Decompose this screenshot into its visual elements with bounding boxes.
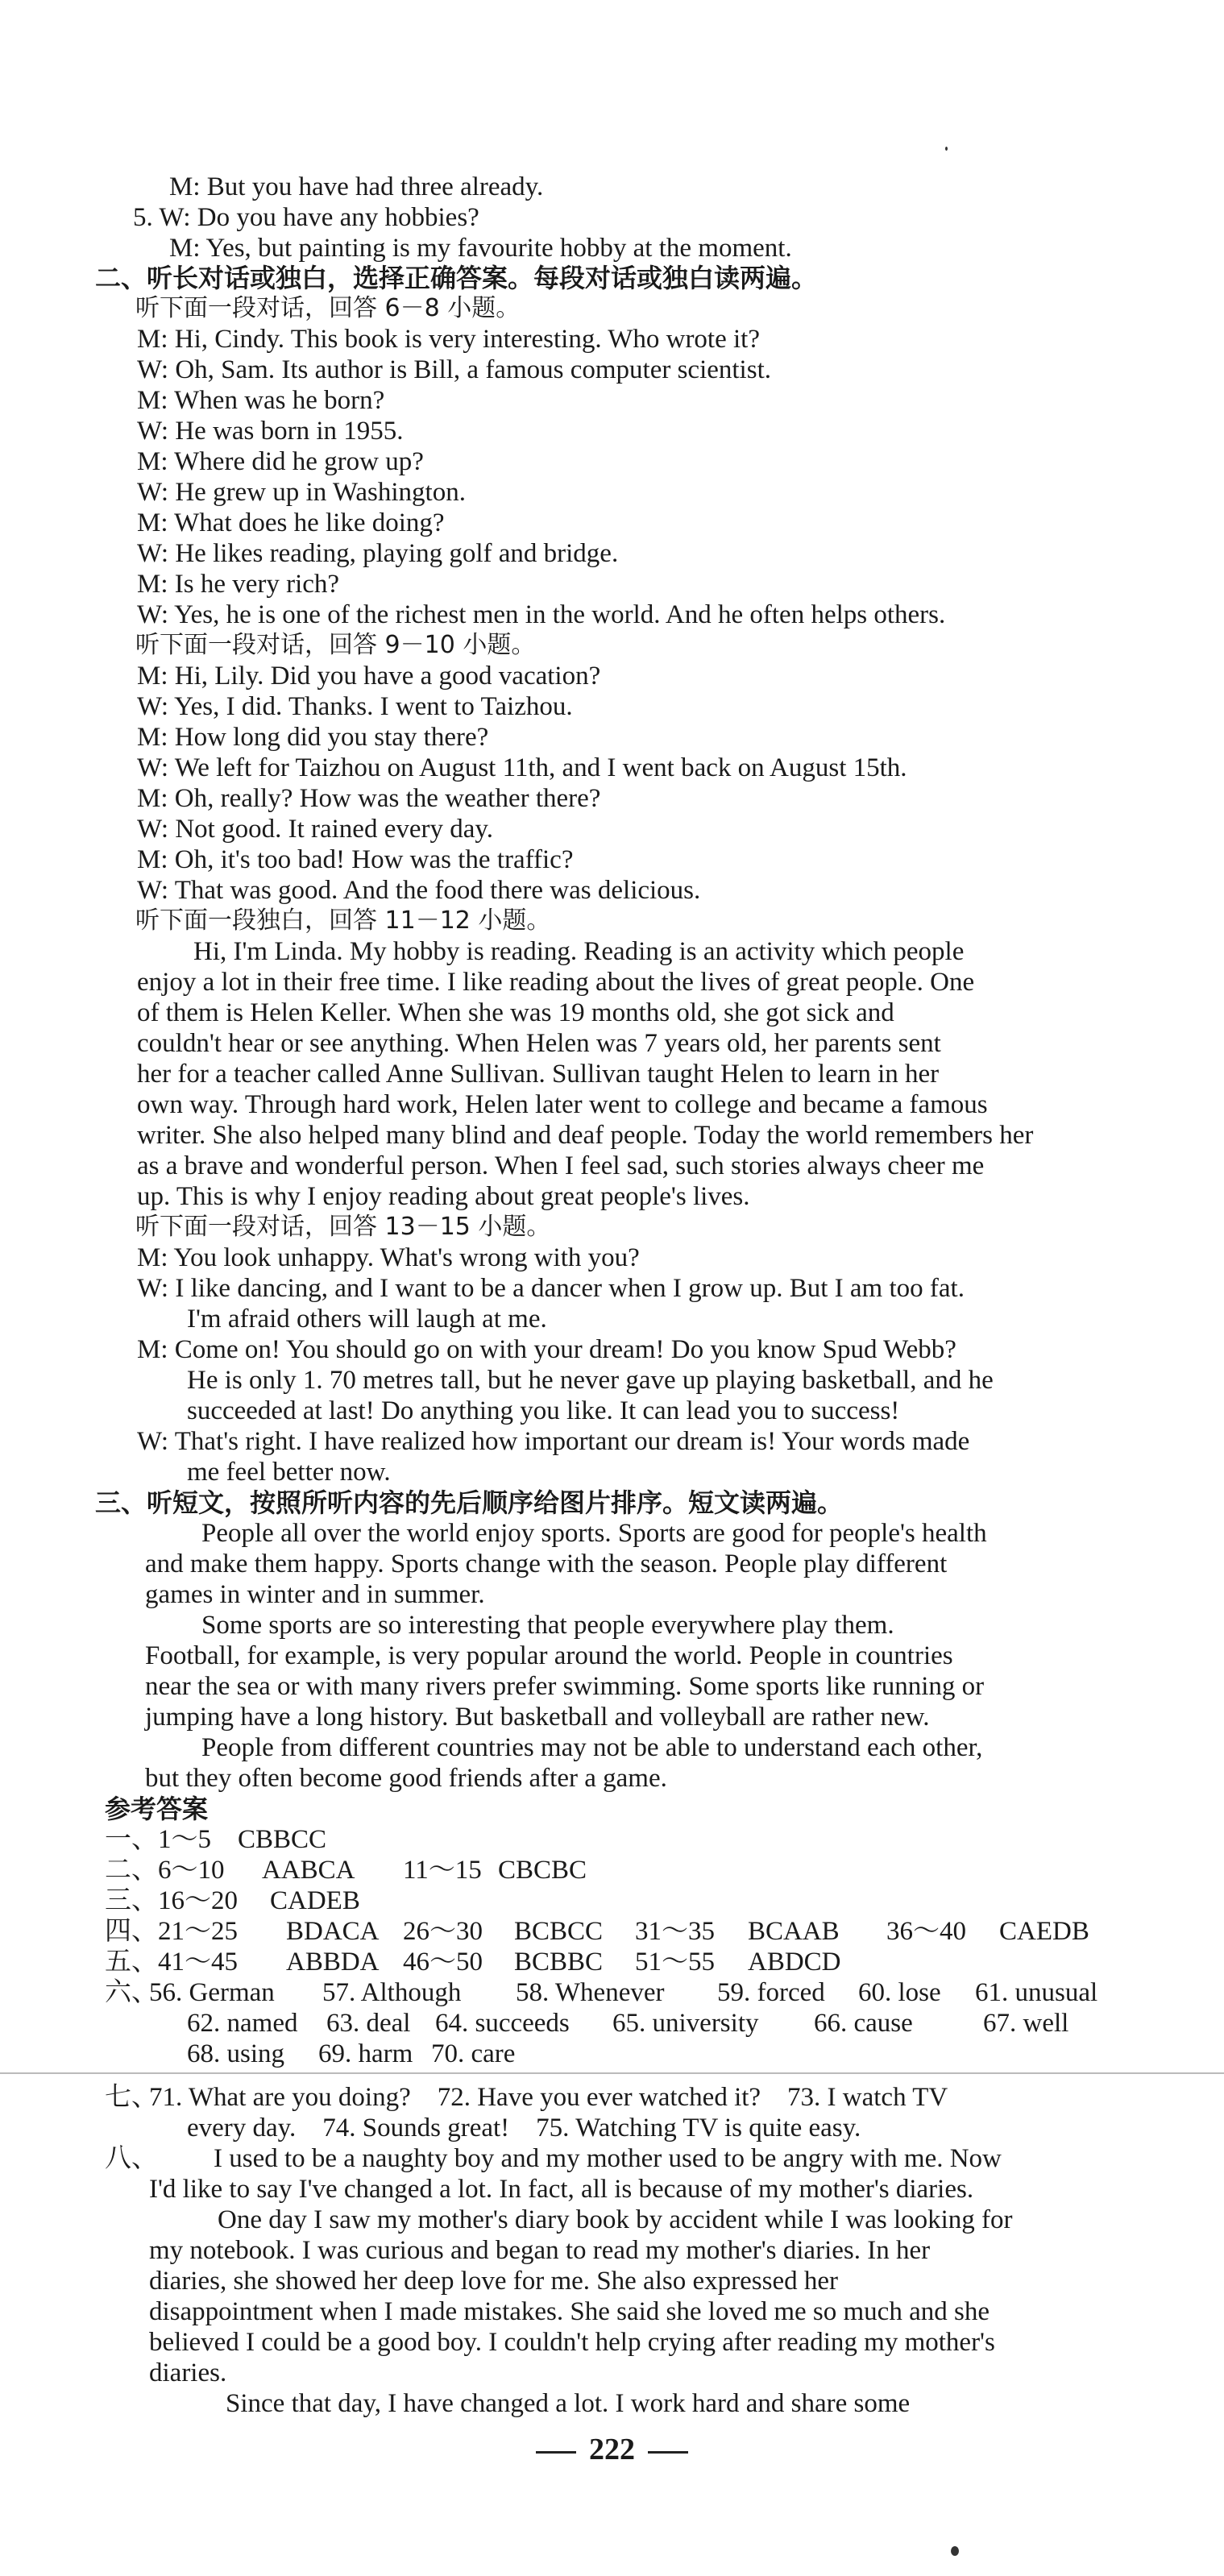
word-answer: 62. named: [187, 2009, 298, 2038]
essay-line: diaries, she showed her deep love for me. She also expressed her: [149, 2267, 838, 2296]
word-answer: 67. well: [983, 2009, 1069, 2038]
sentence-answer: 71. What are you doing? 72. Have you ever watched it? 73. I watch TV: [149, 2083, 948, 2112]
answer-letters: CBCBC: [498, 1856, 587, 1885]
word-answer: 58. Whenever: [516, 1978, 665, 2007]
dialogue-line: M: Come on! You should go on with your dream! Do you know Spud Webb?: [137, 1335, 956, 1364]
question-line: 5. W: Do you have any hobbies?: [133, 203, 479, 232]
essay-line: One day I saw my mother's diary book by accident while I was looking for: [218, 2205, 1013, 2234]
passage-line: Football, for example, is very popular around the world. People in countries: [145, 1641, 953, 1670]
answer-letters: ABDCD: [748, 1948, 841, 1977]
section-two-heading: 二、听长对话或独白，选择正确答案。每段对话或独白读两遍。: [95, 263, 818, 293]
dialogue-prompt: 听下面一段对话，回答 6－8 小题。: [135, 294, 521, 322]
word-answer: 69. harm: [318, 2039, 413, 2068]
dialogue-line: I'm afraid others will laugh at me.: [187, 1305, 547, 1334]
dialogue-line: M: What does he like doing?: [137, 508, 445, 537]
monologue-line: own way. Through hard work, Helen later went to college and became a famous: [137, 1090, 988, 1119]
passage-line: but they often become good friends after a game.: [145, 1764, 667, 1793]
word-answer: 56. German: [149, 1978, 275, 2007]
monologue-line: as a brave and wonderful person. When I feel sad, such stories always cheer me: [137, 1151, 985, 1180]
dash-right: [648, 2451, 688, 2454]
essay-line: disappointment when I made mistakes. She said she loved me so much and she: [149, 2297, 990, 2326]
word-answer: 60. lose: [858, 1978, 941, 2007]
answer-letters: BCBBC: [514, 1948, 604, 1977]
passage-line: jumping have a long history. But basketball and volleyball are rather new.: [145, 1703, 930, 1732]
passage-line: People all over the world enjoy sports. Sports are good for people's health: [201, 1519, 987, 1548]
answer-range-label: 26～30: [403, 1917, 483, 1946]
dialogue-line: W: That's right. I have realized how important our dream is! Your words made: [137, 1427, 970, 1456]
dialogue-line: succeeded at last! Do anything you like. It can lead you to success!: [187, 1396, 900, 1425]
monologue-prompt: 听下面一段独白，回答 11－12 小题。: [135, 906, 551, 935]
passage-line: People from different countries may not be able to understand each other,: [201, 1733, 983, 1762]
dialogue-line: W: Not good. It rained every day.: [137, 815, 493, 844]
essay-line: Since that day, I have changed a lot. I work hard and share some: [226, 2389, 911, 2418]
essay-line: diaries.: [149, 2358, 227, 2387]
answer-letters: CAEDB: [999, 1917, 1089, 1946]
passage-line: and make them happy. Sports change with the season. People play different: [145, 1549, 948, 1578]
dialogue-line: M: How long did you stay there?: [137, 723, 489, 752]
word-answer: 57. Although: [322, 1978, 462, 2007]
essay-line: believed I could be a good boy. I couldn't help crying after reading my mother's: [149, 2328, 995, 2357]
answer-letters: AABCA: [262, 1856, 355, 1885]
answer-range-label: 四、21～25: [105, 1917, 238, 1946]
dialogue-line: W: Yes, he is one of the richest men in the world. And he often helps others.: [137, 600, 946, 629]
answer-range-label: 三、16～20: [105, 1886, 238, 1915]
dialogue-line: W: He was born in 1955.: [137, 417, 404, 446]
answer-key-heading: 参考答案: [105, 1794, 209, 1824]
monologue-line: couldn't hear or see anything. When Helen was 7 years old, her parents sent: [137, 1029, 941, 1058]
word-answer: 63. deal: [326, 2009, 411, 2038]
word-answer: 61. unusual: [975, 1978, 1098, 2007]
word-answer: 65. university: [612, 2009, 759, 2038]
page-number: [0, 2432, 1224, 2467]
answer-letters: CADEB: [270, 1886, 360, 1915]
dialogue-line: M: Hi, Lily. Did you have a good vacation?: [137, 662, 601, 691]
answer-letters: BDACA: [286, 1917, 380, 1946]
word-answer: 70. care: [431, 2039, 516, 2068]
dialogue-line: M: Oh, really? How was the weather there?: [137, 784, 601, 813]
dialogue-line: M: When was he born?: [137, 386, 385, 415]
passage-line: Some sports are so interesting that people everywhere play them.: [201, 1611, 894, 1640]
answer-range-label: 31～35: [635, 1917, 715, 1946]
passage-line: near the sea or with many rivers prefer swimming. Some sports like running or: [145, 1672, 985, 1701]
dialogue-line: W: He grew up in Washington.: [137, 478, 466, 507]
dialogue-line: M: You look unhappy. What's wrong with you?: [137, 1243, 640, 1272]
answer-range-label: 46～50: [403, 1948, 483, 1977]
dialogue-line: W: That was good. And the food there was delicious.: [137, 876, 701, 905]
divider-line: [0, 2072, 1224, 2074]
dialogue-line: M: Yes, but painting is my favourite hobby at the moment.: [169, 234, 792, 263]
monologue-line: Hi, I'm Linda. My hobby is reading. Reading is an activity which people: [193, 937, 965, 966]
dialogue-line: M: Oh, it's too bad! How was the traffic?: [137, 845, 574, 874]
essay-line: I used to be a naughty boy and my mother used to be angry with me. Now: [214, 2144, 1002, 2173]
dialogue-prompt: 听下面一段对话，回答 9－10 小题。: [135, 631, 536, 659]
scan-speck: [951, 2546, 959, 2556]
dialogue-line: W: Yes, I did. Thanks. I went to Taizhou.: [137, 692, 573, 721]
dialogue-prompt: 听下面一段对话，回答 13－15 小题。: [135, 1213, 551, 1241]
dash-left: [536, 2451, 576, 2454]
word-answer: 66. cause: [814, 2009, 913, 2038]
dialogue-line: M: Is he very rich?: [137, 570, 340, 599]
dialogue-line: W: He likes reading, playing golf and bridge.: [137, 539, 619, 568]
essay-line: I'd like to say I've changed a lot. In fact, all is because of my mother's diaries.: [149, 2175, 974, 2204]
word-answer: 68. using: [187, 2039, 285, 2068]
dialogue-line: W: We left for Taizhou on August 11th, and I went back on August 15th.: [137, 753, 907, 782]
monologue-line: her for a teacher called Anne Sullivan. Sullivan taught Helen to learn in her: [137, 1060, 940, 1089]
answer-range-label: 11～15: [403, 1856, 482, 1885]
answer-range-label: 五、41～45: [105, 1948, 238, 1977]
dialogue-line: He is only 1. 70 metres tall, but he never gave up playing basketball, and he: [187, 1366, 994, 1395]
section-three-heading: 三、听短文，按照所听内容的先后顺序给图片排序。短文读两遍。: [95, 1487, 844, 1518]
page-number-value: 222: [589, 2433, 635, 2466]
answer-range-label: 51～55: [635, 1948, 715, 1977]
answer-section-label: 七、: [105, 2083, 158, 2112]
scan-speck: [945, 147, 948, 151]
essay-line: my notebook. I was curious and began to read my mother's diaries. In her: [149, 2236, 931, 2265]
dialogue-line: M: Where did he grow up?: [137, 447, 424, 476]
dialogue-line: M: Hi, Cindy. This book is very interesting. Who wrote it?: [137, 325, 760, 354]
answer-letters: ABBDA: [286, 1948, 380, 1977]
monologue-line: of them is Helen Keller. When she was 19 months old, she got sick and: [137, 998, 894, 1027]
answer-section-label: 六、: [105, 1978, 158, 2007]
answer-letters: BCAAB: [748, 1917, 840, 1946]
word-answer: 59. forced: [717, 1978, 825, 2007]
dialogue-line: M: But you have had three already.: [169, 172, 544, 201]
answer-section-label: 八、: [105, 2144, 158, 2173]
answer-range-label: 二、6～10: [105, 1856, 225, 1885]
answer-range-label: 36～40: [886, 1917, 966, 1946]
answer-letters: CBBCC: [238, 1825, 327, 1854]
word-answer: 64. succeeds: [435, 2009, 570, 2038]
answer-letters: BCBCC: [514, 1917, 604, 1946]
answer-range-label: 一、1～5: [105, 1825, 211, 1854]
sentence-answer: every day. 74. Sounds great! 75. Watching TV is quite easy.: [187, 2113, 861, 2143]
monologue-line: enjoy a lot in their free time. I like reading about the lives of great people. One: [137, 968, 975, 997]
dialogue-line: me feel better now.: [187, 1458, 391, 1487]
dialogue-line: W: Oh, Sam. Its author is Bill, a famous computer scientist.: [137, 355, 771, 384]
monologue-line: up. This is why I enjoy reading about great people's lives.: [137, 1182, 750, 1211]
monologue-line: writer. She also helped many blind and deaf people. Today the world remembers her: [137, 1121, 1034, 1150]
dialogue-line: W: I like dancing, and I want to be a dancer when I grow up. But I am too fat.: [137, 1274, 965, 1303]
passage-line: games in winter and in summer.: [145, 1580, 485, 1609]
